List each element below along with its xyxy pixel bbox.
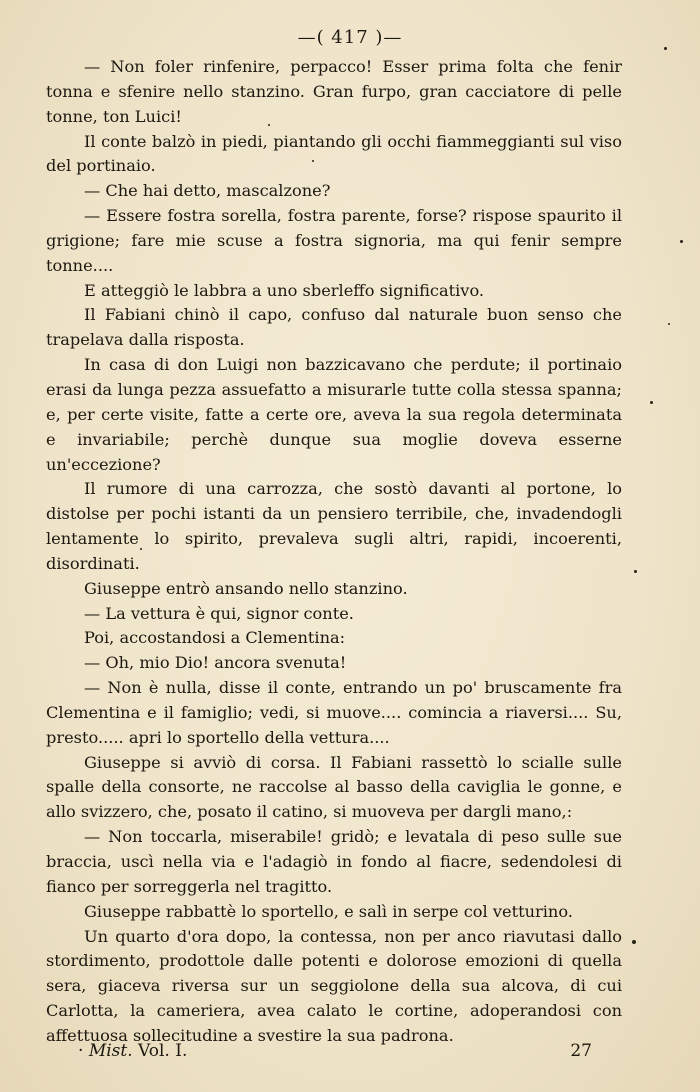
ink-speck (650, 401, 653, 404)
signature-number: 27 (570, 1041, 592, 1061)
paragraph: Giuseppe rabbattè lo sportello, e salì in serpe col vetturino. (84, 901, 573, 921)
ink-speck (680, 240, 683, 243)
paragraph: — Non toccarla, miserabile! gridò; e levatala di peso sulle sue braccia, uscì nella via e l'adagiò in fondo al fiacre, sedendolesi di fianco per sorreggerla nel tragitto. (46, 827, 622, 896)
paragraph: In casa di don Luigi non bazzicavano che perdute; il portinaio erasi da lunga pezza assuefatto a misurarle tutte colla stessa spanna; e, per certe visite, fatte a certe ore, aveva la sua regola determinata e invariabile; perchè dunque sua moglie doveva esserne un'eccezione? (46, 355, 622, 474)
paragraph: Un quarto d'ora dopo, la contessa, non per anco riavutasi dallo stordimento, prodottole dalle potenti e dolorose emozioni di quella sera, giaceva riversa sur un seggiolone della sua alcova, di cui Carlotta, la cameriera, avea calato le cortine, adoperandosi con affettuosa sollecitudine a svestire la sua padrona. (46, 926, 622, 1045)
ink-speck (268, 124, 270, 126)
paragraph: — La vettura è qui, signor conte. (84, 603, 354, 623)
signature-mark (78, 1041, 187, 1061)
paragraph: Giuseppe entrò ansando nello stanzino. (84, 578, 408, 598)
paragraph: Giuseppe si avviò di corsa. Il Fabiani rassettò lo scialle sulle spalle della consorte, ne raccolse al basso della caviglia le gonne, e allo svizzero, che, posato il catino, si muoveva per dargli mano,: (46, 752, 622, 822)
page-number-header: —( 417 )— (297, 27, 403, 48)
paragraph: Il rumore di una carrozza, che sostò davanti al portone, lo distolse per pochi istanti da un pensiero terribile, che, invadendogli lentamente lo spirito, prevaleva sugli altri, rapidi, incoerenti, disordinati. (46, 479, 622, 573)
ink-speck (312, 160, 314, 162)
paragraph: — Che hai detto, mascalzone? (84, 181, 331, 201)
footer-abbreviation: Mist. (88, 1041, 133, 1061)
paragraph: E atteggiò le labbra a uno sberleffo significativo. (84, 280, 485, 300)
footer-dot: · (78, 1041, 84, 1061)
paragraph: — Essere fostra sorella, fostra parente, forse? rispose spaurito il grigione; fare mie scuse a fostra signoria, ma qui fenir sempre tonne.... (46, 206, 622, 275)
ink-speck (140, 548, 142, 550)
ink-speck (668, 323, 670, 325)
paragraph: Il conte balzò in piedi, piantando gli occhi fiammeggianti sul viso del portinaio. (46, 131, 622, 176)
ink-speck (634, 570, 637, 573)
paragraph: Il Fabiani chinò il capo, confuso dal naturale buon senso che trapelava dalla risposta. (46, 305, 622, 350)
body-text (46, 55, 622, 1049)
paragraph: — Oh, mio Dio! ancora svenuta! (84, 653, 347, 673)
paragraph: — Non è nulla, disse il conte, entrando un po' bruscamente fra Clementina e il famiglio; vedi, si muove.... comincia a riaversi.... Su, presto..... apri lo sportello della vettura.... (46, 678, 622, 747)
paragraph: — Non foler rinfenire, perpacco! Esser prima folta che fenir tonna e sfenire nello stanzino. Gran furpo, gran cacciatore di pelle tonne, ton Luici! (46, 57, 622, 126)
ink-speck (664, 47, 667, 50)
ink-speck (632, 940, 636, 944)
footer-volume: Vol. I. (138, 1041, 188, 1061)
paragraph: Poi, accostandosi a Clementina: (84, 628, 346, 648)
